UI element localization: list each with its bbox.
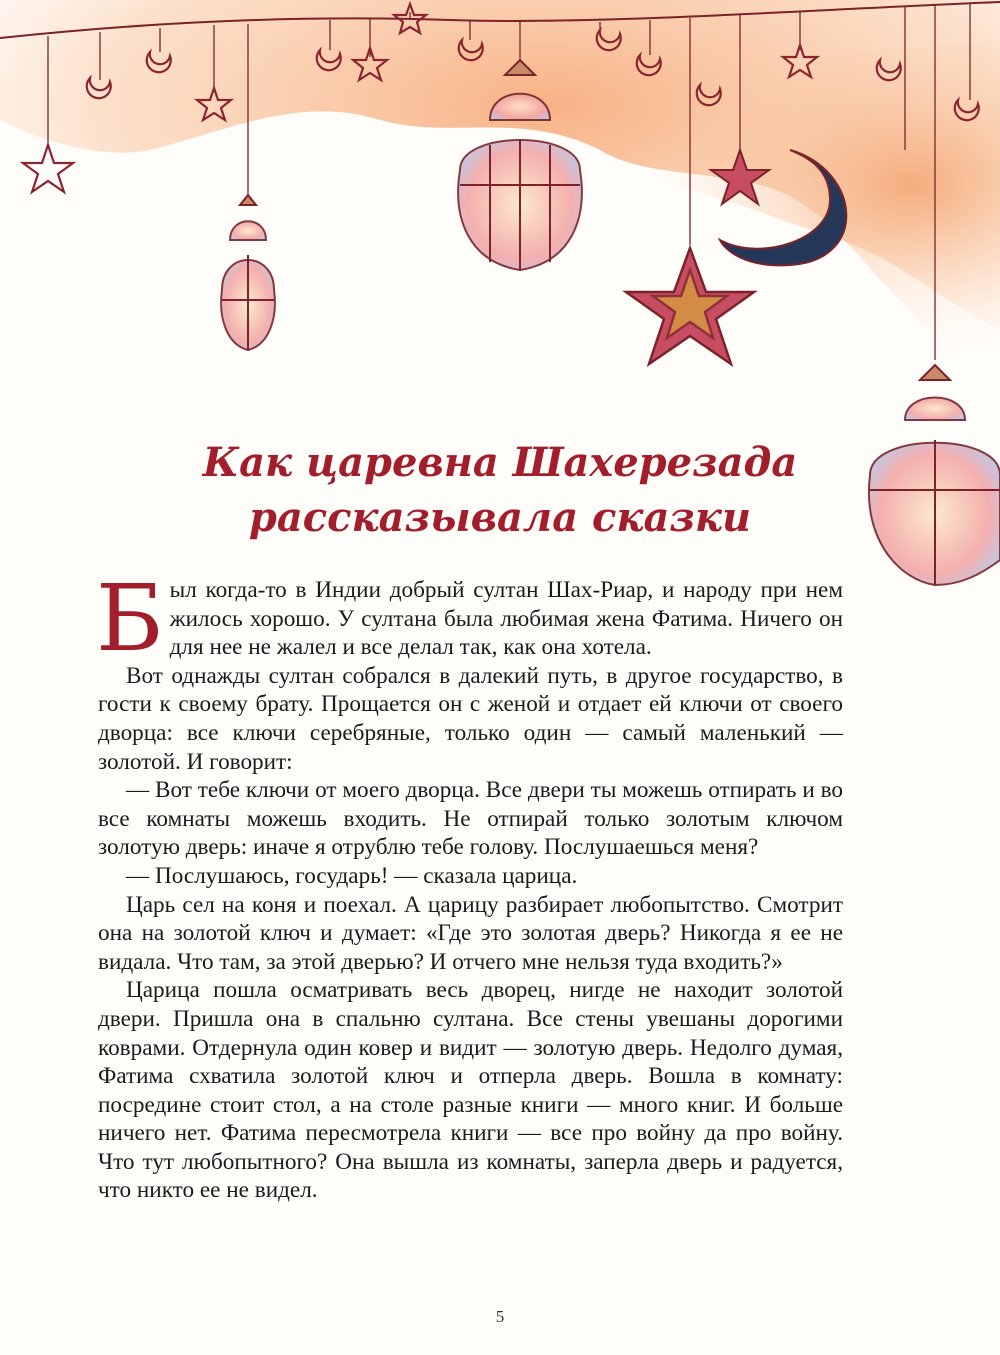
story-text <box>96 565 843 1205</box>
paragraph-1 <box>96 565 843 672</box>
paragraph-5: Царь сел на коня и поехал. А царицу разбирает любопытство. Смотрит она на золотой ключ и думает: «Где это золотая дверь? Никогда я ее не видала. Что там, за этой дверью? И отчего мне нельзя туда входить?» <box>98 891 843 975</box>
lantern-icon-center <box>458 60 582 270</box>
page-number: 5 <box>495 1307 505 1326</box>
lantern-icon-left <box>221 195 275 350</box>
paragraph-6: Царица пошла осматривать весь дворец, нигде не находит золотой двери. Пришла она в спальню султана. Все стены увешаны дорогими коврами. Отдернула один ковер и видит — золотую дверь. Недолго думая, Фатима схватила золотой ключ и отперла дверь. Вошла в комнату: посредине стоит стол, а на столе разные книги — много книг. И больше ничего нет. Фатима пересмотрела книги — все про войну да про войну. Что тут любопытного? Она вышла из комнаты, заперла дверь и радуется, что никто ее не видел. <box>98 977 843 1204</box>
page-title <box>0 435 1000 545</box>
star-icon <box>626 248 754 364</box>
title-line-1: Как царевна Шахерезада <box>202 438 798 486</box>
paragraph-3: — Вот тебе ключи от моего дворца. Все двери ты можешь отпирать и во все комнаты можешь входить. Не отпирай только золотым ключом золотую дверь: иначе я отрублю тебе голову. Послушаешься меня? <box>98 777 843 861</box>
paragraph-2: Вот однажды султан собрался в далекий путь, в другое государство, в гости к своему брату. Прощается он с женой и отдает ей ключи от своего дворца: все ключи серебряные, только один — самый маленький — золотой. И говорит: <box>98 662 843 775</box>
paragraph-4: — Послушаюсь, государь! — сказала царица. <box>126 862 578 889</box>
paragraph-1-text: ыл когда-то в Индии добрый султан Шах-Риар, и народу при нем жилось хорошо. У султана была любимая жена Фатима. Ничего он для нее не жалел и все делал так, как она хотела. <box>169 577 843 661</box>
crescent-moon-icon <box>720 150 846 265</box>
drop-cap: Б <box>96 565 164 672</box>
title-line-2: рассказывала сказки <box>248 493 752 541</box>
